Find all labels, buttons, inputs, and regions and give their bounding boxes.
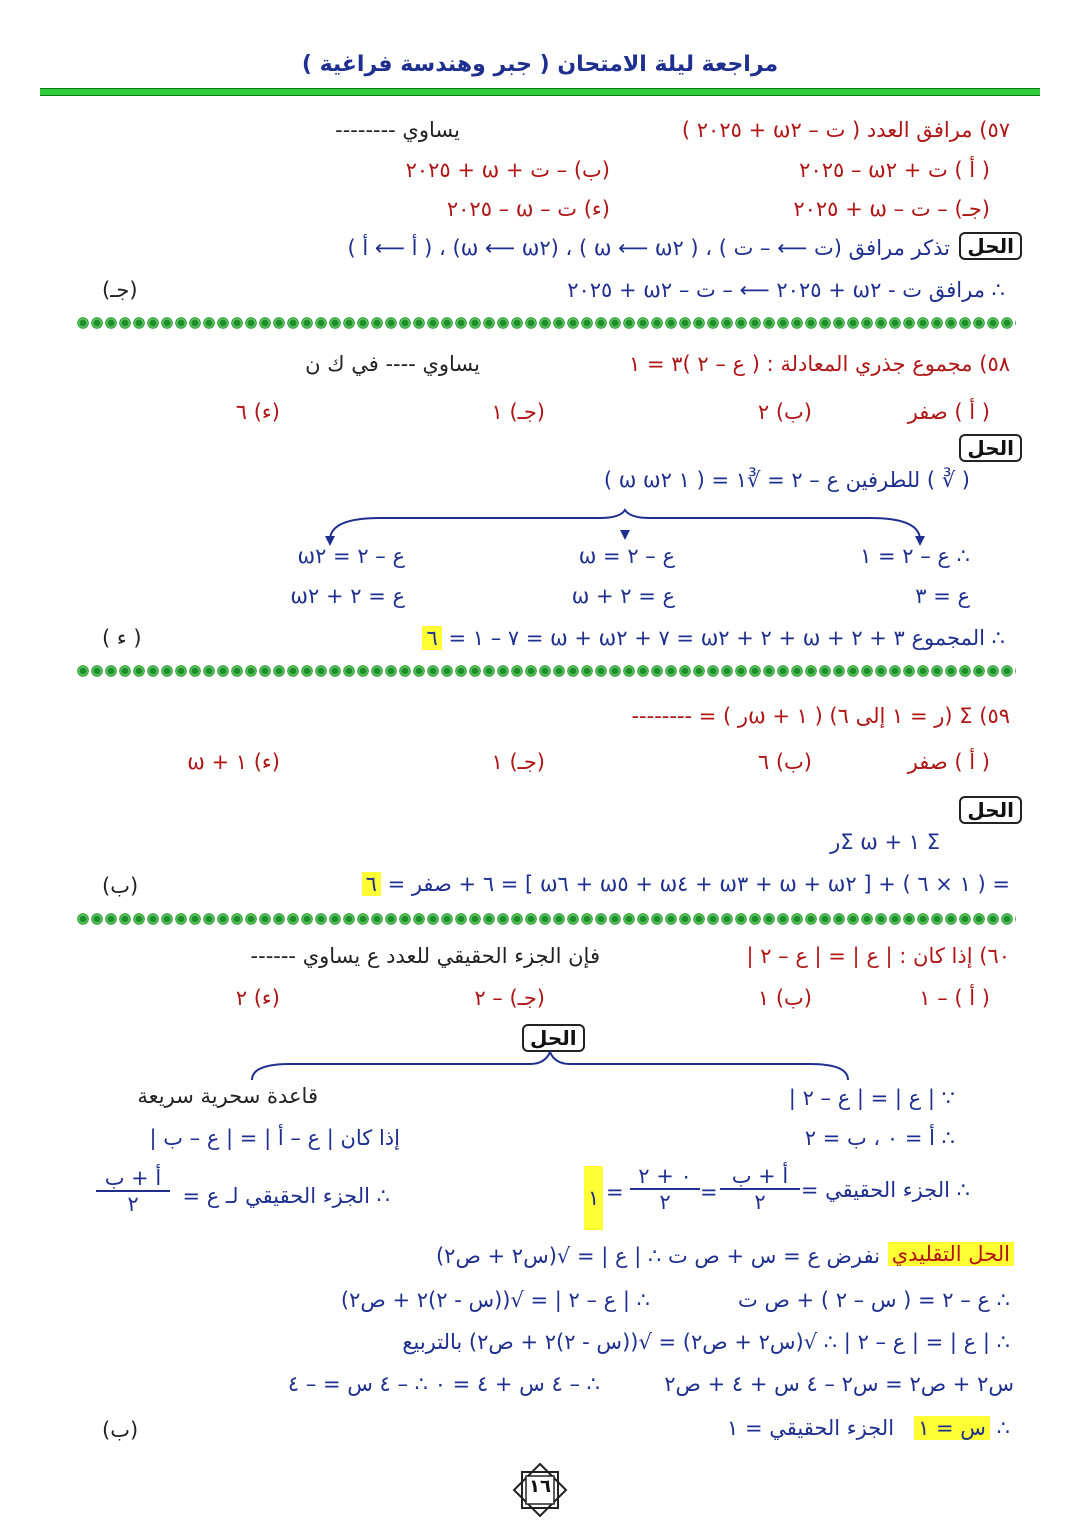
q60-magic-frac-den: ٢ (127, 1192, 139, 1216)
q60-real-part-value: ١ (584, 1166, 603, 1230)
q59-answer: (ب) (102, 874, 139, 898)
q60-magic-frac-num: أ + ب (96, 1166, 170, 1192)
q57-solution-label: الحل (959, 232, 1022, 260)
q60-option-a: ( أ ) – ١ (919, 986, 990, 1010)
q58-option-c: (جـ) ١ (491, 400, 545, 424)
q60-number: ٦٠) (979, 944, 1010, 968)
q58-case1-line1: ∴ ع – ٢ = ١ (860, 544, 970, 568)
q60-answer: (ب) (102, 1418, 139, 1442)
q60-trad-line4b: ∴ – ٤ س + ٤ = ٠ ∴ – ٤ س = – ٤ (287, 1372, 600, 1396)
q60-trad-line1: نفرض ع = س + ص ت ∴ | ع | = √(س٢ + ص٢) (435, 1244, 880, 1268)
q60-stem: إذا كان : | ع | = | ع – ٢ | (746, 944, 973, 968)
q58-option-d: (ء) ٦ (235, 400, 280, 424)
brace-split (250, 1050, 850, 1082)
q58-case2-line1: ع – ٢ = ω (578, 544, 675, 568)
q59-option-a: ( أ ) صفر (907, 750, 990, 774)
page-number: ١٦ (529, 1476, 551, 1497)
q60-trad-x-value: س = ١ (914, 1416, 990, 1440)
q60-trad-line2b: ∴ | ع – ٢ | = √((س - ٢)٢ + ص٢) (340, 1288, 650, 1312)
q58-option-b: (ب) ٢ (757, 400, 812, 424)
flower-divider (76, 912, 1016, 926)
q59-solution-label: الحل (959, 796, 1022, 824)
q60-solution-label: الحل (522, 1024, 585, 1052)
page-title: مراجعة ليلة الامتحان ( جبر وهندسة فراغية ) (301, 52, 779, 77)
q58-solution-label: الحل (959, 434, 1022, 462)
q57-option-b: (ب) – ت + ω + ٢٠٢٥ (405, 158, 610, 182)
q59-text (631, 704, 1010, 728)
header-divider (40, 88, 1040, 96)
q57-solution-line2: ∴ مرافق ت - ω٢ + ٢٠٢٥ ⟵ – ت – ω٢ + ٢٠٢٥ (567, 278, 1005, 302)
q60-eq-sign: = (700, 1180, 718, 1204)
q60-right-line2: ∴ أ = ٠ ، ب = ٢ (804, 1126, 955, 1150)
q60-option-c: (جـ) – ٢ (474, 986, 545, 1010)
q60-frac2 (630, 1164, 700, 1214)
q60-frac1-den: ٢ (754, 1190, 766, 1214)
q60-magic-rule-label: ∴ الجزء الحقيقي لـ ع = (182, 1184, 390, 1208)
q58-text (629, 352, 1010, 376)
q58-equals: يساوي ---- في ك ن (305, 352, 480, 376)
q58-answer: ( ء ) (102, 626, 142, 650)
q60-trad-line2a: ∴ ع – ٢ = ( س – ٢ ) + ص ت (738, 1288, 1010, 1312)
q59-option-d: (ء) ١ + ω (187, 750, 280, 774)
q57-option-d: (ء) ت – ω – ٢٠٢٥ (446, 197, 610, 221)
q58-case1-line2: ع = ٣ (915, 584, 970, 608)
q59-solution-line1: Σ ١ + Σ ωر (830, 830, 940, 854)
q58-sum-line (422, 626, 1005, 650)
q59-stem: Σ (ر = ١ إلى ٦) ( ١ + ωر ) = -------- (631, 704, 973, 728)
q57-solution-line1: تذكر مرافق (ت ⟵ – ت ) ، ( ω ⟵ ω٢ ) ، (ω٢ ⟵ ω) ، ( أ ⟵ أ ) (347, 236, 950, 260)
q60-trad-result: الجزء الحقيقي = ١ (727, 1416, 895, 1440)
q60-frac1-num: أ + ب (720, 1164, 800, 1190)
q60-option-b: (ب) ١ (757, 986, 812, 1010)
q59-sum-value: ٦ (362, 872, 381, 896)
q58-case3-line2: ع = ٢ + ω٢ (290, 584, 405, 608)
q60-trad-line5: ∴ س = ١ الجزء الحقيقي = ١ (727, 1416, 1010, 1440)
brace-branches (320, 508, 940, 548)
q57-stem: مرافق العدد ( ت – ω٢ + ٢٠٢٥ ) (681, 118, 973, 142)
q60-magic-rule-title: قاعدة سحرية سريعة (137, 1084, 318, 1108)
q58-number: ٥٨) (979, 352, 1010, 376)
q59-sum-text: = ( ١ × ٦ ) + [ ω + ω٢ + ω٣ + ω٤ + ω٥ + ω٦ ] = ٦ + صفر = (387, 872, 1010, 896)
q59-solution-line2 (362, 872, 1010, 896)
q57-text (682, 118, 1010, 142)
q60-traditional-label: الحل التقليدي (888, 1242, 1014, 1266)
q57-option-c: (جـ) – ت – ω + ٢٠٢٥ (793, 197, 990, 221)
q59-option-b: (ب) ٦ (757, 750, 812, 774)
q60-right-line1: ∵ | ع | = | ع – ٢ | (788, 1086, 955, 1110)
q60-eq-sign: = (606, 1180, 624, 1204)
q58-option-a: ( أ ) صفر (907, 400, 990, 424)
flower-divider (76, 316, 1016, 330)
q60-frac2-num: ٠ + ٢ (630, 1164, 700, 1190)
q58-case2-line2: ع = ٢ + ω (571, 584, 675, 608)
q58-stem: مجموع جذري المعادلة : ( ع – ٢ )٣ = ١ (629, 352, 973, 376)
q60-magic-rule-line: إذا كان | ع – أ | = | ع – ب | (149, 1126, 400, 1150)
q57-equals: يساوي -------- (335, 118, 460, 142)
flower-divider (76, 664, 1016, 678)
q59-option-c: (جـ) ١ (491, 750, 545, 774)
q60-option-d: (ء) ٢ (235, 986, 280, 1010)
q57-option-a: ( أ ) ت + ω٢ – ٢٠٢٥ (799, 158, 990, 182)
q60-frac2-den: ٢ (659, 1190, 671, 1214)
q58-sum-value: ٦ (422, 626, 441, 650)
q59-number: ٥٩) (979, 704, 1010, 728)
q58-sum-text: ∴ المجموع ٣ + ٢ + ω + ٢ + ω٢ = ٧ + ω + ω٢ = ٧ – ١ = (448, 626, 1005, 650)
q60-text (746, 944, 1010, 968)
q60-equals: فإن الجزء الحقيقي للعدد ع يساوي ------ (250, 944, 600, 968)
q57-number: ٥٧) (979, 118, 1010, 142)
q60-trad-line4a: س٢ + ص٢ = س٢ – ٤ س + ٤ + ص٢ (664, 1372, 1014, 1396)
q60-trad-line3: ∴ | ع | = | ع – ٢ | ∴ √(س٢ + ص٢) = √((س - ٢)٢ + ص٢) بالتربيع (402, 1330, 1010, 1354)
q60-magic-frac (96, 1166, 170, 1216)
q58-solution-line1: ( ∛ ) للطرفين ع – ٢ = ∛١ = ( ١ ω ω٢ ) (603, 468, 970, 492)
q57-answer: (جـ) (102, 278, 138, 302)
q60-frac1 (720, 1164, 800, 1214)
q60-right-label: ∴ الجزء الحقيقي = (800, 1178, 970, 1202)
q58-case3-line1: ع – ٢ = ω٢ (297, 544, 405, 568)
